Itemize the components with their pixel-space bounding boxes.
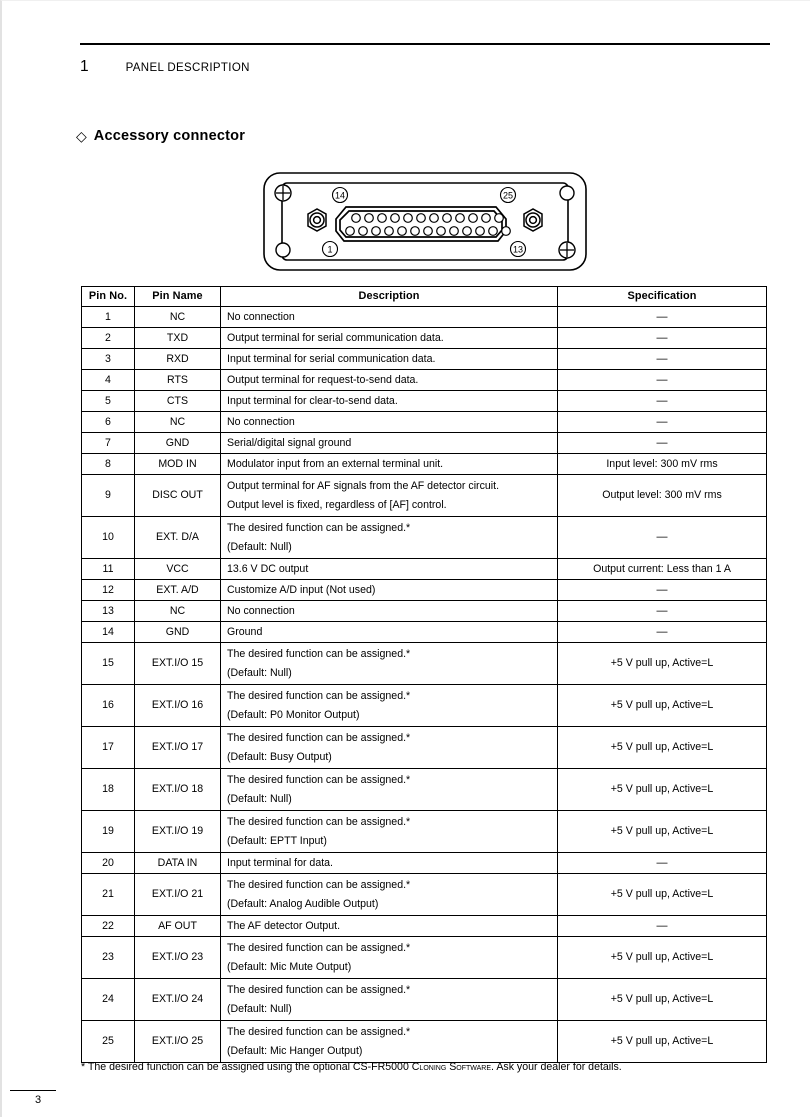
table-row: [82, 349, 767, 370]
em-dash-placeholder: —: [656, 625, 668, 638]
table-row: [82, 517, 767, 559]
cell-pin-no: 9: [82, 475, 135, 517]
table-row: [82, 916, 767, 937]
table-row: [82, 643, 767, 685]
cell-specification: +5 V pull up, Active=L: [558, 979, 767, 1021]
figure-pin-label-13: 13: [512, 244, 524, 255]
cell-pin-name: EXT.I/O 15: [135, 643, 221, 685]
cell-pin-name: VCC: [135, 559, 221, 580]
cell-pin-no: 21: [82, 874, 135, 916]
description-line: The desired function can be assigned.*: [227, 521, 411, 534]
description-line: Input terminal for serial communication data.: [227, 352, 436, 365]
description-line: The desired function can be assigned.*: [227, 647, 411, 660]
cell-pin-no: 18: [82, 769, 135, 811]
cell-pin-name: MOD IN: [135, 454, 221, 475]
cell-pin-name: EXT.I/O 17: [135, 727, 221, 769]
cell-pin-name: DISC OUT: [135, 475, 221, 517]
cell-specification: [558, 433, 767, 454]
cell-specification: [558, 370, 767, 391]
cell-specification: [558, 328, 767, 349]
cell-pin-name: RXD: [135, 349, 221, 370]
cell-description: [221, 727, 558, 769]
table-row: [82, 454, 767, 475]
cell-pin-name: EXT.I/O 25: [135, 1021, 221, 1063]
cell-pin-no: 23: [82, 937, 135, 979]
cell-pin-name: EXT.I/O 24: [135, 979, 221, 1021]
cell-pin-no: 14: [82, 622, 135, 643]
cell-specification: [558, 601, 767, 622]
cell-pin-no: 19: [82, 811, 135, 853]
cell-pin-no: 11: [82, 559, 135, 580]
cell-description: [221, 811, 558, 853]
folio-rule: [10, 1090, 56, 1091]
table-row: [82, 769, 767, 811]
cell-description: [221, 475, 558, 517]
description-line: (Default: Null): [227, 666, 292, 679]
description-line: (Default: Analog Audible Output): [227, 897, 379, 910]
em-dash-placeholder: —: [656, 331, 668, 344]
em-dash-placeholder: —: [656, 531, 668, 543]
description-line: (Default: Null): [227, 1002, 292, 1015]
cell-pin-name: NC: [135, 307, 221, 328]
table-row: [82, 937, 767, 979]
table-row: [82, 1021, 767, 1063]
em-dash-placeholder: —: [656, 373, 668, 386]
description-line: No connection: [227, 310, 295, 323]
cell-pin-name: AF OUT: [135, 916, 221, 937]
column-header-specification: Specification: [558, 287, 767, 307]
table-row: [82, 370, 767, 391]
table-row: [82, 328, 767, 349]
cell-description: [221, 328, 558, 349]
description-line: (Default: Null): [227, 792, 292, 805]
cell-specification: +5 V pull up, Active=L: [558, 727, 767, 769]
cell-pin-no: 6: [82, 412, 135, 433]
cell-pin-name: EXT. D/A: [135, 517, 221, 559]
description-line: The AF detector Output.: [227, 919, 341, 932]
figure-pin-label-14: 14: [334, 190, 346, 201]
cell-specification: Output level: 300 mV rms: [558, 475, 767, 517]
chapter-title: PANEL DESCRIPTION: [125, 62, 250, 74]
description-line: The desired function can be assigned.*: [227, 941, 411, 954]
cell-pin-no: 5: [82, 391, 135, 412]
description-line: 13.6 V DC output: [227, 562, 309, 575]
table-row: [82, 412, 767, 433]
cell-description: [221, 580, 558, 601]
description-line: Ground: [227, 625, 263, 638]
cell-specification: +5 V pull up, Active=L: [558, 874, 767, 916]
description-line: Input terminal for data.: [227, 856, 333, 869]
cell-specification: Output current: Less than 1 A: [558, 559, 767, 580]
em-dash-placeholder: —: [656, 856, 668, 869]
header-rule: [80, 43, 770, 45]
description-line: Output terminal for serial communication data.: [227, 331, 444, 344]
cell-pin-name: EXT.I/O 16: [135, 685, 221, 727]
cell-pin-no: 10: [82, 517, 135, 559]
table-row: [82, 979, 767, 1021]
pin-table-body: [82, 307, 767, 1063]
footnote-tail: . Ask your dealer for details.: [491, 1061, 622, 1073]
cell-description: [221, 370, 558, 391]
cell-description: [221, 874, 558, 916]
cell-pin-name: EXT.I/O 21: [135, 874, 221, 916]
table-row: [82, 391, 767, 412]
cell-pin-name: TXD: [135, 328, 221, 349]
description-line: (Default: Mic Mute Output): [227, 960, 352, 973]
description-line: Output terminal for request-to-send data.: [227, 373, 419, 386]
cell-pin-no: 1: [82, 307, 135, 328]
em-dash-placeholder: —: [656, 415, 668, 428]
cell-specification: +5 V pull up, Active=L: [558, 811, 767, 853]
cell-pin-no: 25: [82, 1021, 135, 1063]
section-heading: [76, 128, 245, 144]
cell-specification: [558, 412, 767, 433]
cell-pin-name: CTS: [135, 391, 221, 412]
cell-pin-no: 2: [82, 328, 135, 349]
cell-specification: [558, 391, 767, 412]
cell-specification: +5 V pull up, Active=L: [558, 685, 767, 727]
cell-pin-name: NC: [135, 601, 221, 622]
cell-pin-name: GND: [135, 433, 221, 454]
cell-description: [221, 517, 558, 559]
cell-pin-no: 15: [82, 643, 135, 685]
cell-pin-no: 17: [82, 727, 135, 769]
table-row: [82, 433, 767, 454]
description-line: Modulator input from an external terminal unit.: [227, 457, 444, 470]
cell-description: [221, 433, 558, 454]
description-line: (Default: EPTT Input): [227, 834, 327, 847]
cell-description: [221, 937, 558, 979]
table-row: [82, 622, 767, 643]
cell-description: [221, 979, 558, 1021]
cell-specification: Input level: 300 mV rms: [558, 454, 767, 475]
cell-specification: [558, 853, 767, 874]
cell-description: [221, 601, 558, 622]
cell-description: [221, 643, 558, 685]
cell-pin-no: 22: [82, 916, 135, 937]
description-line: The desired function can be assigned.*: [227, 773, 411, 786]
column-header-description: Description: [221, 287, 558, 307]
pin-assignment-table: [81, 286, 767, 1063]
cell-description: [221, 853, 558, 874]
em-dash-placeholder: —: [656, 583, 668, 596]
description-line: (Default: Null): [227, 540, 292, 553]
description-line: The desired function can be assigned.*: [227, 983, 411, 996]
cell-description: [221, 685, 558, 727]
cell-description: [221, 391, 558, 412]
cell-pin-no: 20: [82, 853, 135, 874]
table-row: [82, 307, 767, 328]
description-line: Output level is fixed, regardless of [AF] control.: [227, 498, 447, 511]
cell-description: [221, 769, 558, 811]
cell-description: [221, 349, 558, 370]
cell-pin-name: RTS: [135, 370, 221, 391]
description-line: (Default: P0 Monitor Output): [227, 708, 360, 721]
description-line: The desired function can be assigned.*: [227, 689, 411, 702]
cell-specification: [558, 580, 767, 601]
description-line: The desired function can be assigned.*: [227, 731, 411, 744]
cell-pin-no: 24: [82, 979, 135, 1021]
cell-pin-no: 4: [82, 370, 135, 391]
description-line: (Default: Mic Hanger Output): [227, 1044, 363, 1057]
table-row: [82, 685, 767, 727]
cell-pin-name: EXT.I/O 19: [135, 811, 221, 853]
cell-specification: [558, 349, 767, 370]
cell-pin-no: 7: [82, 433, 135, 454]
cell-pin-no: 8: [82, 454, 135, 475]
cell-pin-no: 13: [82, 601, 135, 622]
cell-specification: +5 V pull up, Active=L: [558, 643, 767, 685]
table-row: [82, 811, 767, 853]
diamond-bullet-icon: ◇: [76, 128, 87, 144]
table-row: [82, 601, 767, 622]
cell-specification: +5 V pull up, Active=L: [558, 937, 767, 979]
cell-description: [221, 1021, 558, 1063]
cell-description: [221, 622, 558, 643]
cell-pin-no: 3: [82, 349, 135, 370]
cell-pin-no: 16: [82, 685, 135, 727]
cell-specification: +5 V pull up, Active=L: [558, 769, 767, 811]
footnote: [81, 1061, 771, 1073]
em-dash-placeholder: —: [656, 436, 668, 449]
cell-pin-name: EXT.I/O 23: [135, 937, 221, 979]
cell-pin-name: DATA IN: [135, 853, 221, 874]
description-line: The desired function can be assigned.*: [227, 815, 411, 828]
table-row: [82, 853, 767, 874]
running-head: [80, 58, 250, 80]
page-number: 3: [35, 1094, 42, 1106]
em-dash-placeholder: —: [656, 604, 668, 617]
table-row: [82, 559, 767, 580]
description-line: Customize A/D input (Not used): [227, 583, 376, 596]
cell-specification: +5 V pull up, Active=L: [558, 1021, 767, 1063]
table-row: [82, 727, 767, 769]
em-dash-placeholder: —: [656, 394, 668, 407]
em-dash-placeholder: —: [656, 352, 668, 365]
figure-pin-label-25: 25: [502, 190, 514, 201]
table-row: [82, 874, 767, 916]
description-line: Serial/digital signal ground: [227, 436, 352, 449]
description-line: Output terminal for AF signals from the AF detector circuit.: [227, 479, 500, 492]
cell-pin-name: EXT. A/D: [135, 580, 221, 601]
cell-description: [221, 307, 558, 328]
cell-specification: [558, 622, 767, 643]
description-line: No connection: [227, 415, 295, 428]
column-header-pin-no: Pin No.: [82, 287, 135, 307]
description-line: (Default: Busy Output): [227, 750, 332, 763]
section-heading-label: Accessory connector: [93, 128, 246, 144]
cell-pin-name: EXT.I/O 18: [135, 769, 221, 811]
cell-specification: [558, 916, 767, 937]
description-line: The desired function can be assigned.*: [227, 878, 411, 891]
table-header-row: [82, 287, 767, 307]
cell-description: [221, 412, 558, 433]
em-dash-placeholder: —: [656, 310, 668, 323]
accessory-connector-figure: [260, 169, 590, 274]
cell-specification: [558, 517, 767, 559]
cell-pin-name: NC: [135, 412, 221, 433]
cell-description: [221, 916, 558, 937]
chapter-number: 1: [80, 58, 89, 75]
em-dash-placeholder: —: [656, 919, 668, 932]
column-header-pin-name: Pin Name: [135, 287, 221, 307]
figure-pin-label-1: 1: [327, 244, 333, 255]
cell-description: [221, 454, 558, 475]
table-row: [82, 580, 767, 601]
footnote-product-smallcaps: Cloning Software: [411, 1061, 492, 1073]
cell-description: [221, 559, 558, 580]
cell-pin-name: GND: [135, 622, 221, 643]
description-line: No connection: [227, 604, 295, 617]
footnote-lead: * The desired function can be assigned using the optional CS-FR5000: [81, 1061, 412, 1073]
description-line: The desired function can be assigned.*: [227, 1025, 411, 1038]
cell-specification: [558, 307, 767, 328]
cell-pin-no: 12: [82, 580, 135, 601]
table-row: [82, 475, 767, 517]
description-line: Input terminal for clear-to-send data.: [227, 394, 398, 407]
